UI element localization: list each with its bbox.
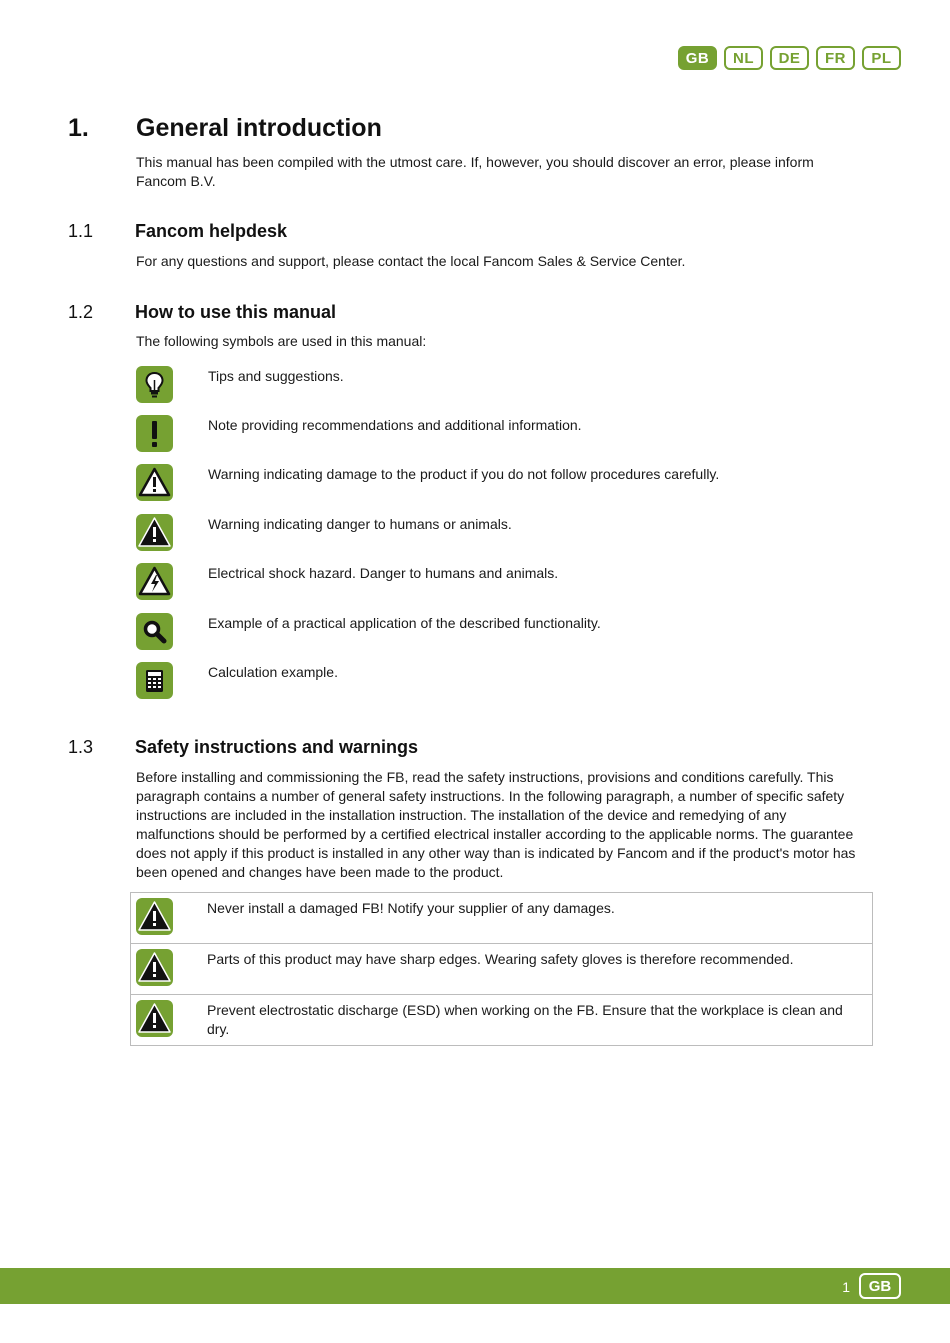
warning-text: Never install a damaged FB! Notify your supplier of any damages.	[207, 900, 615, 916]
warning-row	[131, 893, 872, 944]
section-title: Safety instructions and warnings	[135, 737, 419, 757]
warning-text: Prevent electrostatic discharge (ESD) when working on the FB. Ensure that the workplace is clean and dry.	[207, 1002, 843, 1037]
section-number: 1.1	[68, 221, 94, 241]
section-1-1-text: For any questions and support, please contact the local Fancom Sales & Service Center.	[136, 253, 686, 269]
lang-tab-de[interactable]: DE	[770, 46, 809, 70]
symbol-description: Electrical shock hazard. Danger to humans and animals.	[208, 565, 559, 581]
warning-row	[131, 995, 872, 1045]
section-1-2-intro: The following symbols are used in this manual:	[136, 333, 427, 349]
warning-triangle-filled-icon	[136, 514, 173, 551]
page-number: 1	[842, 1279, 850, 1295]
lightbulb-icon	[136, 366, 173, 403]
symbol-description: Tips and suggestions.	[208, 368, 344, 384]
section-1-intro: This manual has been compiled with the utmost care. If, however, you should discover an error, please inform Fancom B.V.	[136, 154, 814, 189]
exclamation-icon	[136, 415, 173, 452]
lang-tab-fr[interactable]: FR	[816, 46, 855, 70]
magnifier-icon	[136, 613, 173, 650]
section-title: General introduction	[136, 114, 382, 142]
calculator-icon	[136, 662, 173, 699]
section-number: 1.	[68, 114, 89, 142]
symbol-description: Example of a practical application of the described functionality.	[208, 615, 601, 631]
symbol-description: Note providing recommendations and additional information.	[208, 417, 582, 433]
electrical-shock-icon	[136, 563, 173, 600]
warning-triangle-filled-icon	[136, 1000, 173, 1037]
footer-language-badge: GB	[859, 1273, 901, 1299]
lang-tab-pl[interactable]: PL	[862, 46, 901, 70]
section-number: 1.3	[68, 737, 94, 757]
section-title: How to use this manual	[135, 302, 337, 322]
warning-triangle-outline-icon	[136, 464, 173, 501]
lang-tab-nl[interactable]: NL	[724, 46, 763, 70]
symbol-description: Calculation example.	[208, 664, 338, 680]
lang-tab-gb[interactable]: GB	[678, 46, 717, 70]
section-1-3-text: Before installing and commissioning the FB, read the safety instructions, provisions and conditions carefully. This paragraph contains a number of general safety instructions. In the following paragraph, a number of specific safety instructions are included in the installation instruction. The installation of the device and remedying of any malfunctions should be performed by a certified electrical installer according to the applicable norms. The guarantee does not apply if this product is installed in any other way than is indicated by Fancom and if the product's motor has been opened and changes have been made to the product.	[136, 769, 856, 880]
footer-bar	[0, 1268, 950, 1304]
safety-warnings-table	[130, 892, 873, 1046]
warning-row	[131, 944, 872, 995]
language-tabs	[678, 46, 901, 70]
warning-text: Parts of this product may have sharp edges. Wearing safety gloves is therefore recommended.	[207, 951, 794, 967]
section-number: 1.2	[68, 302, 94, 322]
warning-triangle-filled-icon	[136, 949, 173, 986]
symbol-description: Warning indicating danger to humans or animals.	[208, 516, 512, 532]
symbol-description: Warning indicating damage to the product if you do not follow procedures carefully.	[208, 466, 720, 482]
warning-triangle-filled-icon	[136, 898, 173, 935]
section-title: Fancom helpdesk	[135, 221, 288, 241]
